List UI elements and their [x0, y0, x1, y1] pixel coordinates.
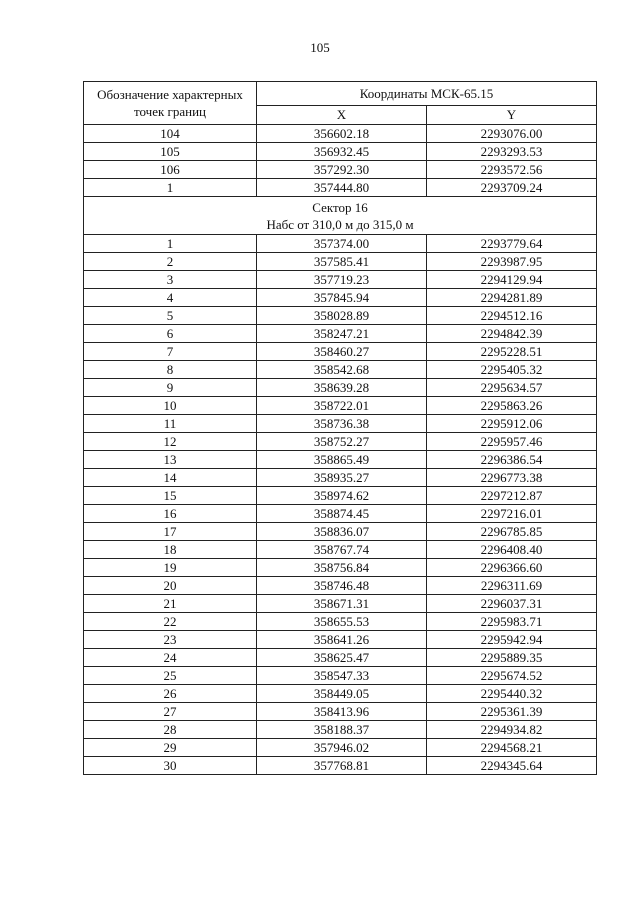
x-cell: 358641.26	[257, 631, 427, 649]
x-cell: 358413.96	[257, 703, 427, 721]
table-row	[84, 703, 597, 721]
y-column-header: Y	[427, 106, 597, 125]
x-cell: 357585.41	[257, 253, 427, 271]
sector-rows	[84, 235, 597, 775]
y-cell: 2295957.46	[427, 433, 597, 451]
y-cell: 2295361.39	[427, 703, 597, 721]
point-cell: 30	[84, 757, 257, 775]
coordinates-table	[83, 81, 597, 775]
point-cell: 11	[84, 415, 257, 433]
x-cell: 357292.30	[257, 161, 427, 179]
table-row	[84, 343, 597, 361]
point-cell: 6	[84, 325, 257, 343]
table-row	[84, 125, 597, 143]
point-cell: 10	[84, 397, 257, 415]
x-cell: 357444.80	[257, 179, 427, 197]
x-cell: 358625.47	[257, 649, 427, 667]
y-cell: 2293293.53	[427, 143, 597, 161]
point-cell: 23	[84, 631, 257, 649]
table-row	[84, 505, 597, 523]
table-row	[84, 739, 597, 757]
sector-title: Сектор 16	[312, 199, 368, 215]
point-cell: 105	[84, 143, 257, 161]
point-cell: 8	[84, 361, 257, 379]
point-cell: 106	[84, 161, 257, 179]
point-cell: 13	[84, 451, 257, 469]
point-cell: 25	[84, 667, 257, 685]
y-cell: 2295889.35	[427, 649, 597, 667]
y-cell: 2293987.95	[427, 253, 597, 271]
x-cell: 358767.74	[257, 541, 427, 559]
y-cell: 2293779.64	[427, 235, 597, 253]
point-cell: 18	[84, 541, 257, 559]
x-cell: 356602.18	[257, 125, 427, 143]
x-cell: 358752.27	[257, 433, 427, 451]
table-row	[84, 379, 597, 397]
y-cell: 2295405.32	[427, 361, 597, 379]
table-row	[84, 631, 597, 649]
table-row	[84, 143, 597, 161]
sector-section	[84, 197, 597, 235]
x-cell: 358188.37	[257, 721, 427, 739]
page-number: 105	[310, 40, 330, 55]
y-cell: 2295674.52	[427, 667, 597, 685]
y-cell: 2296037.31	[427, 595, 597, 613]
point-cell: 22	[84, 613, 257, 631]
table-row	[84, 325, 597, 343]
x-cell: 358449.05	[257, 685, 427, 703]
table-row	[84, 271, 597, 289]
table-row	[84, 253, 597, 271]
y-cell: 2295863.26	[427, 397, 597, 415]
point-cell: 21	[84, 595, 257, 613]
x-cell: 357719.23	[257, 271, 427, 289]
y-cell: 2294129.94	[427, 271, 597, 289]
x-cell: 358746.48	[257, 577, 427, 595]
y-cell: 2296366.60	[427, 559, 597, 577]
point-cell: 3	[84, 271, 257, 289]
y-cell: 2297212.87	[427, 487, 597, 505]
x-cell: 358756.84	[257, 559, 427, 577]
table-row	[84, 289, 597, 307]
point-cell: 14	[84, 469, 257, 487]
point-cell: 27	[84, 703, 257, 721]
sector-heading	[84, 197, 597, 235]
point-cell: 12	[84, 433, 257, 451]
y-cell: 2296311.69	[427, 577, 597, 595]
y-cell: 2295983.71	[427, 613, 597, 631]
x-cell: 357946.02	[257, 739, 427, 757]
table-row	[84, 397, 597, 415]
x-cell: 358655.53	[257, 613, 427, 631]
y-cell: 2294568.21	[427, 739, 597, 757]
x-cell: 358671.31	[257, 595, 427, 613]
table-row	[84, 179, 597, 197]
point-cell: 17	[84, 523, 257, 541]
y-cell: 2294345.64	[427, 757, 597, 775]
point-cell: 9	[84, 379, 257, 397]
y-cell: 2295634.57	[427, 379, 597, 397]
table-row	[84, 559, 597, 577]
point-cell: 2	[84, 253, 257, 271]
table-row	[84, 721, 597, 739]
point-cell: 104	[84, 125, 257, 143]
coordinate-system-header: Координаты МСК-65.15	[257, 82, 597, 106]
x-cell: 358736.38	[257, 415, 427, 433]
table-row	[84, 487, 597, 505]
y-cell: 2296785.85	[427, 523, 597, 541]
x-column-header: X	[257, 106, 427, 125]
header-row	[84, 82, 597, 106]
point-designation-header: Обозначение характерных точек границ	[84, 82, 257, 125]
x-cell: 358874.45	[257, 505, 427, 523]
x-cell: 358247.21	[257, 325, 427, 343]
y-cell: 2294512.16	[427, 307, 597, 325]
y-cell: 2296408.40	[427, 541, 597, 559]
x-cell: 357374.00	[257, 235, 427, 253]
point-cell: 5	[84, 307, 257, 325]
point-cell: 16	[84, 505, 257, 523]
table-row	[84, 161, 597, 179]
table-row	[84, 235, 597, 253]
point-cell: 19	[84, 559, 257, 577]
y-cell: 2295942.94	[427, 631, 597, 649]
y-cell: 2295440.32	[427, 685, 597, 703]
point-cell: 26	[84, 685, 257, 703]
x-cell: 358028.89	[257, 307, 427, 325]
x-cell: 358974.62	[257, 487, 427, 505]
table-row	[84, 361, 597, 379]
table-row	[84, 523, 597, 541]
table-row	[84, 541, 597, 559]
point-cell: 1	[84, 235, 257, 253]
table-row	[84, 451, 597, 469]
top-rows	[84, 125, 597, 197]
x-cell: 357768.81	[257, 757, 427, 775]
x-cell: 356932.45	[257, 143, 427, 161]
x-cell: 357845.94	[257, 289, 427, 307]
y-cell: 2294842.39	[427, 325, 597, 343]
point-cell: 4	[84, 289, 257, 307]
y-cell: 2297216.01	[427, 505, 597, 523]
x-cell: 358722.01	[257, 397, 427, 415]
table-row	[84, 649, 597, 667]
y-cell: 2295912.06	[427, 415, 597, 433]
table-row	[84, 757, 597, 775]
point-cell: 24	[84, 649, 257, 667]
y-cell: 2296386.54	[427, 451, 597, 469]
y-cell: 2293076.00	[427, 125, 597, 143]
table-row	[84, 613, 597, 631]
y-cell: 2294934.82	[427, 721, 597, 739]
table-row	[84, 667, 597, 685]
sector-height-range: Набс от 310,0 м до 315,0 м	[266, 216, 414, 232]
table-row	[84, 595, 597, 613]
x-cell: 358542.68	[257, 361, 427, 379]
point-cell: 28	[84, 721, 257, 739]
y-cell: 2293709.24	[427, 179, 597, 197]
x-cell: 358836.07	[257, 523, 427, 541]
y-cell: 2293572.56	[427, 161, 597, 179]
table-row	[84, 685, 597, 703]
x-cell: 358547.33	[257, 667, 427, 685]
y-cell: 2296773.38	[427, 469, 597, 487]
table-row	[84, 577, 597, 595]
y-cell: 2294281.89	[427, 289, 597, 307]
point-cell: 1	[84, 179, 257, 197]
point-cell: 15	[84, 487, 257, 505]
table-body	[84, 82, 597, 125]
table-row	[84, 307, 597, 325]
table-row	[84, 469, 597, 487]
x-cell: 358865.49	[257, 451, 427, 469]
sector-row	[84, 197, 597, 235]
x-cell: 358639.28	[257, 379, 427, 397]
table-row	[84, 433, 597, 451]
y-cell: 2295228.51	[427, 343, 597, 361]
x-cell: 358935.27	[257, 469, 427, 487]
point-cell: 29	[84, 739, 257, 757]
point-cell: 20	[84, 577, 257, 595]
table-row	[84, 415, 597, 433]
x-cell: 358460.27	[257, 343, 427, 361]
point-cell: 7	[84, 343, 257, 361]
